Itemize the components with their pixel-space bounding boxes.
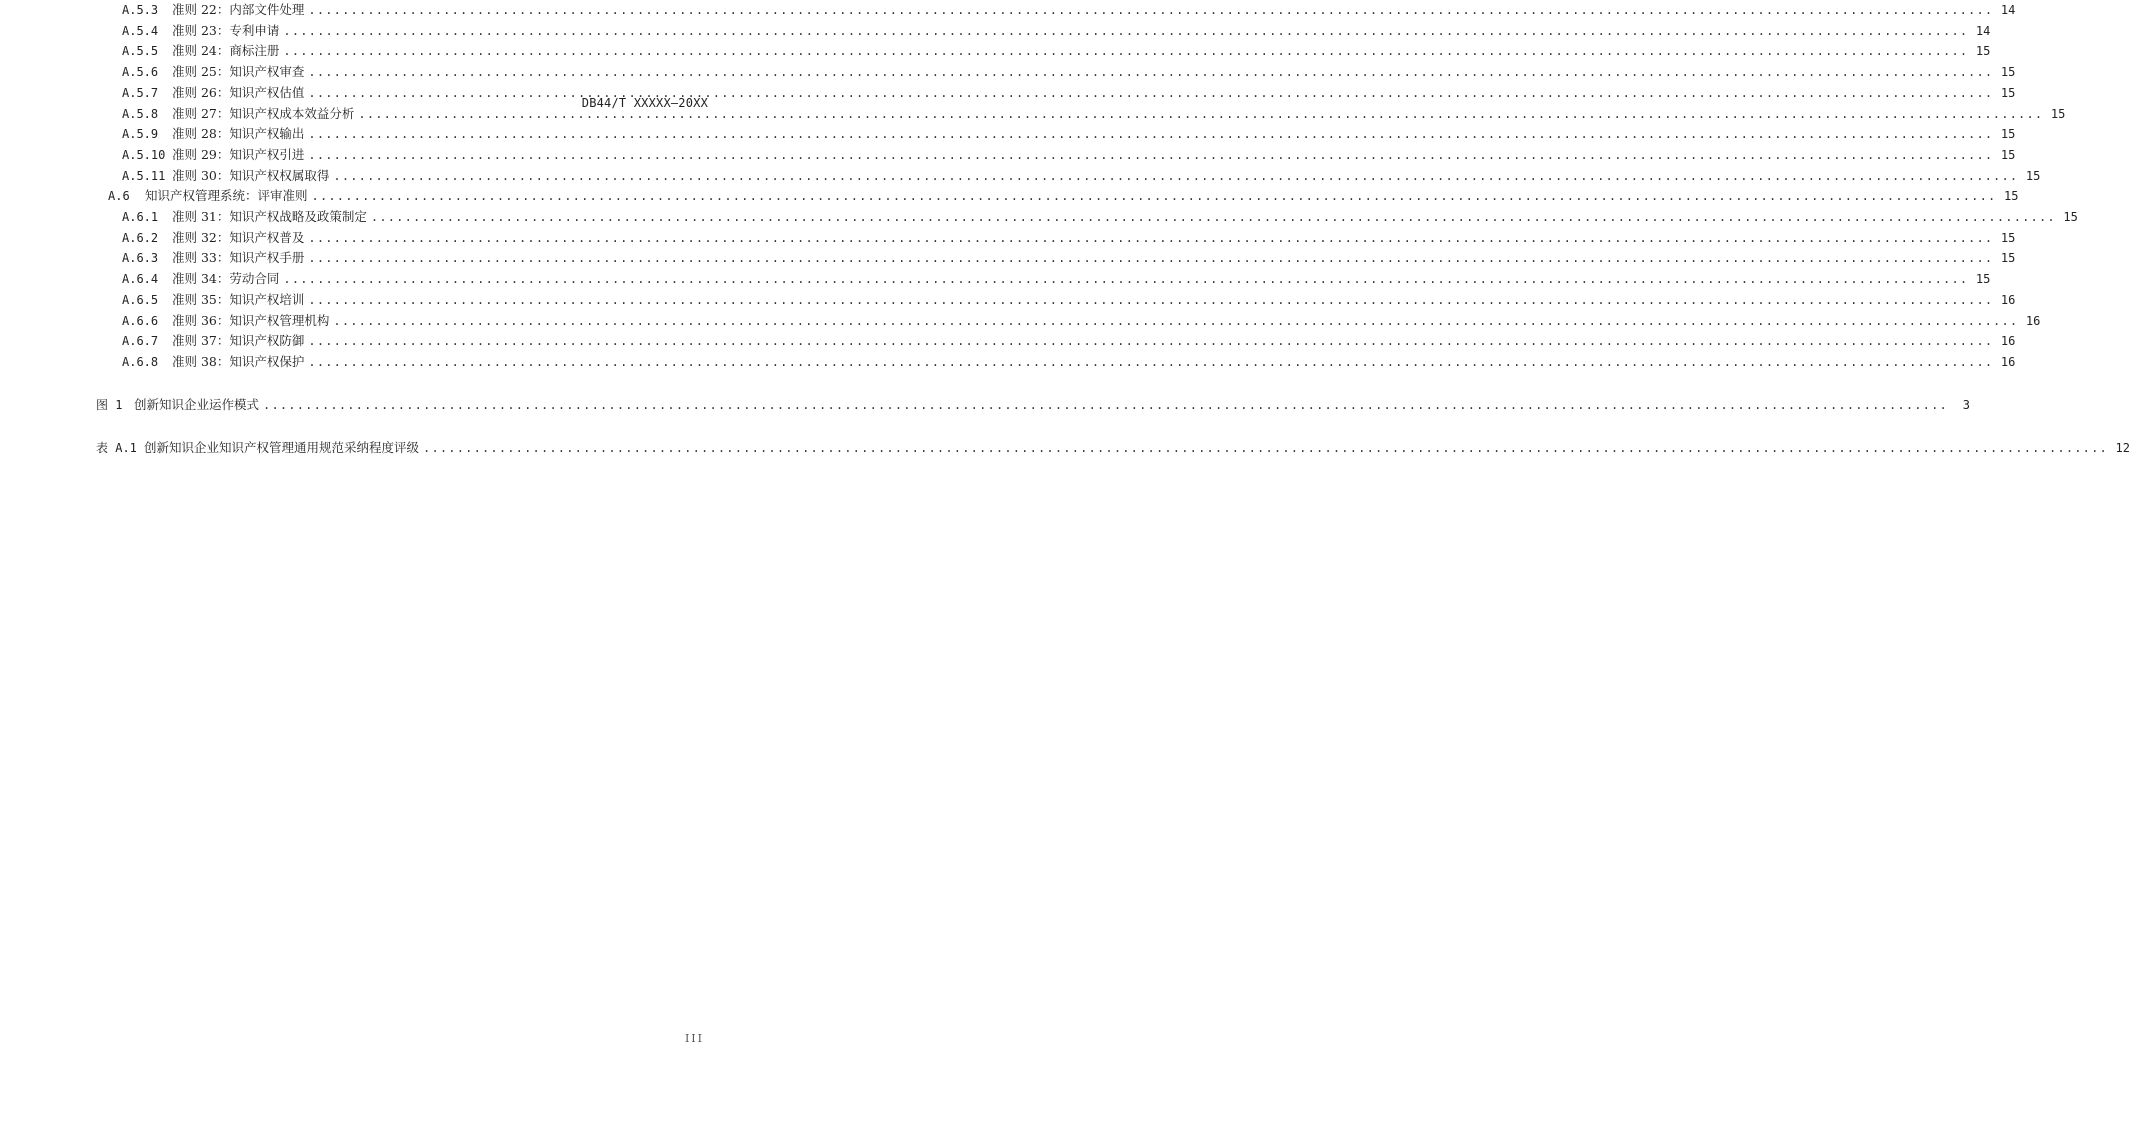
- dot-leader: ........................................................................................................................................................................................................: [308, 334, 1994, 349]
- toc-entry[interactable]: [122, 124, 2016, 144]
- toc-entry-page: 3: [1962, 398, 1970, 412]
- toc-entry-page: 15: [2050, 106, 2066, 121]
- toc-entry-number: A.5.6: [122, 65, 159, 80]
- toc-entry[interactable]: [122, 83, 2016, 103]
- toc-entry-number: A.6.3: [122, 251, 159, 266]
- toc-entry-number: A.6.5: [122, 292, 159, 307]
- toc-entry[interactable]: [96, 395, 1970, 415]
- dot-leader: ........................................................................................................................................................................................................: [308, 147, 1994, 162]
- dot-leader: ........................................................................................................................................................................................................: [308, 3, 1994, 17]
- toc-entry-title: 准则 35：知识产权培训: [172, 291, 305, 307]
- toc-entry-page: 15: [2063, 210, 2078, 224]
- toc-entry-title: 创新知识企业运作模式: [134, 397, 260, 412]
- toc-entry-number: A.5.10: [122, 147, 166, 162]
- dot-leader: ........................................................................................................................................................................................................: [263, 398, 1948, 412]
- toc-entry-number: A.5.11: [122, 168, 166, 183]
- toc-entry[interactable]: [122, 41, 1991, 61]
- dot-leader: ........................................................................................................................................................................................................: [308, 292, 1994, 307]
- toc-entry-number: A.6.8: [122, 354, 159, 369]
- toc-entry-page: 15: [2025, 168, 2041, 183]
- dot-leader: ........................................................................................................................................................................................................: [283, 23, 1969, 38]
- dot-leader: ........................................................................................................................................................................................................: [283, 272, 1969, 287]
- dot-leader: ........................................................................................................................................................................................................: [370, 210, 2056, 224]
- toc-entry-page: 12: [2115, 441, 2130, 455]
- toc-entry[interactable]: [122, 228, 2016, 248]
- toc-entry-page: 14: [2000, 3, 2016, 17]
- toc-entry-number: A.6.6: [122, 313, 159, 328]
- toc-entry-title: 准则 36：知识产权管理机构: [172, 312, 330, 328]
- dot-leader: ........................................................................................................................................................................................................: [308, 65, 1994, 80]
- toc-entry-title: 准则 29：知识产权引进: [172, 146, 305, 162]
- dot-leader: ........................................................................................................................................................................................................: [358, 106, 2044, 121]
- toc-entry-title: 准则 30：知识产权权属取得: [172, 167, 330, 183]
- dot-leader: ........................................................................................................................................................................................................: [308, 230, 1994, 245]
- toc-entry[interactable]: [122, 331, 2016, 351]
- toc-entry-page: 16: [2000, 354, 2016, 369]
- toc-entry[interactable]: [122, 311, 2041, 331]
- toc-entry[interactable]: [122, 207, 2078, 227]
- dot-leader: ........................................................................................................................................................................................................: [283, 44, 1969, 59]
- toc-entry-title: 准则 32：知识产权普及: [172, 229, 305, 245]
- toc-entry[interactable]: [122, 269, 1991, 289]
- dot-leader: ........................................................................................................................................................................................................: [333, 168, 2019, 183]
- toc-entry-title: 准则 38：知识产权保护: [172, 353, 305, 369]
- toc-entry-title: 准则 34：劳动合同: [172, 271, 280, 287]
- toc-entry[interactable]: [122, 104, 2066, 124]
- toc-entry-page: 16: [2000, 334, 2016, 349]
- dot-leader: ........................................................................................................................................................................................................: [423, 441, 2108, 455]
- toc-entry-title: 准则 28：知识产权输出: [172, 126, 305, 142]
- toc-entry-page: 15: [1975, 44, 1991, 59]
- toc-entry-number: A.5.8: [122, 106, 159, 121]
- toc-entry-title: 准则 26：知识产权估值: [172, 84, 305, 100]
- toc-entry[interactable]: [122, 290, 2016, 310]
- toc-entry-page: 15: [2000, 230, 2016, 245]
- toc-entry-page: 15: [2000, 147, 2016, 162]
- toc-entry-title: 准则 33：知识产权手册: [172, 250, 305, 266]
- toc-entry-title: 准则 22：内部文件处理: [172, 2, 305, 17]
- dot-leader: ........................................................................................................................................................................................................: [311, 189, 1997, 204]
- toc-entry-page: 16: [2025, 313, 2041, 328]
- toc-entry[interactable]: [122, 145, 2016, 165]
- toc-entry[interactable]: [108, 186, 2019, 206]
- toc-entry-title: 准则 27：知识产权成本效益分析: [172, 105, 355, 121]
- dot-leader: ........................................................................................................................................................................................................: [308, 251, 1994, 266]
- toc-entry-title: 准则 31：知识产权战略及政策制定: [172, 209, 367, 224]
- toc-entry-number: 图 1: [96, 398, 123, 412]
- toc-entry-page: 15: [2000, 85, 2016, 100]
- toc-entry-number: A.6.2: [122, 230, 159, 245]
- toc-entry-page: 15: [2003, 189, 2019, 204]
- toc-entry-page: 15: [2000, 251, 2016, 266]
- document-code: DB44/T XXXXX—20XX: [581, 96, 708, 110]
- toc-entry-title: 准则 25：知识产权审查: [172, 64, 305, 80]
- page-number: III: [684, 1032, 704, 1045]
- dot-leader: ........................................................................................................................................................................................................: [308, 127, 1994, 142]
- toc-entry-number: A.6.1: [122, 210, 159, 224]
- dot-leader: ........................................................................................................................................................................................................: [333, 313, 2019, 328]
- dot-leader: ........................................................................................................................................................................................................: [308, 85, 1994, 100]
- toc-entry-number: A.6: [108, 189, 130, 204]
- dot-leader: ........................................................................................................................................................................................................: [308, 354, 1994, 369]
- toc-entry-number: A.5.7: [122, 85, 159, 100]
- toc-entry[interactable]: [122, 352, 2016, 372]
- toc-entry-title: 准则 23：专利申请: [172, 22, 280, 38]
- toc-entry-title: 创新知识企业知识产权管理通用规范采纳程度评级: [144, 440, 420, 455]
- toc-entry-page: 16: [2000, 292, 2016, 307]
- toc-entry-number: 表 A.1: [96, 441, 137, 455]
- toc-entry[interactable]: [122, 21, 1991, 41]
- toc-entry-title: 准则 37：知识产权防御: [172, 333, 305, 349]
- toc-entry-title: 准则 24：商标注册: [172, 43, 280, 59]
- toc-entry[interactable]: [96, 438, 2130, 458]
- toc-entry[interactable]: [122, 0, 2016, 20]
- toc-entry-page: 15: [2000, 127, 2016, 142]
- toc-entry[interactable]: [122, 62, 2016, 82]
- toc-entry-page: 15: [2000, 65, 2016, 80]
- toc-entry-number: A.5.9: [122, 127, 159, 142]
- toc-entry-page: 15: [1975, 272, 1991, 287]
- toc-entry[interactable]: [122, 248, 2016, 268]
- toc-entry-page: 14: [1975, 23, 1991, 38]
- toc-entry-number: A.6.4: [122, 272, 159, 287]
- toc-entry-number: A.5.3: [122, 3, 159, 17]
- toc-entry-number: A.5.4: [122, 23, 159, 38]
- toc-entry-title: 知识产权管理系统：评审准则: [145, 188, 308, 204]
- toc-entry-number: A.6.7: [122, 334, 159, 349]
- toc-entry-number: A.5.5: [122, 44, 159, 59]
- toc-entry[interactable]: [122, 166, 2041, 186]
